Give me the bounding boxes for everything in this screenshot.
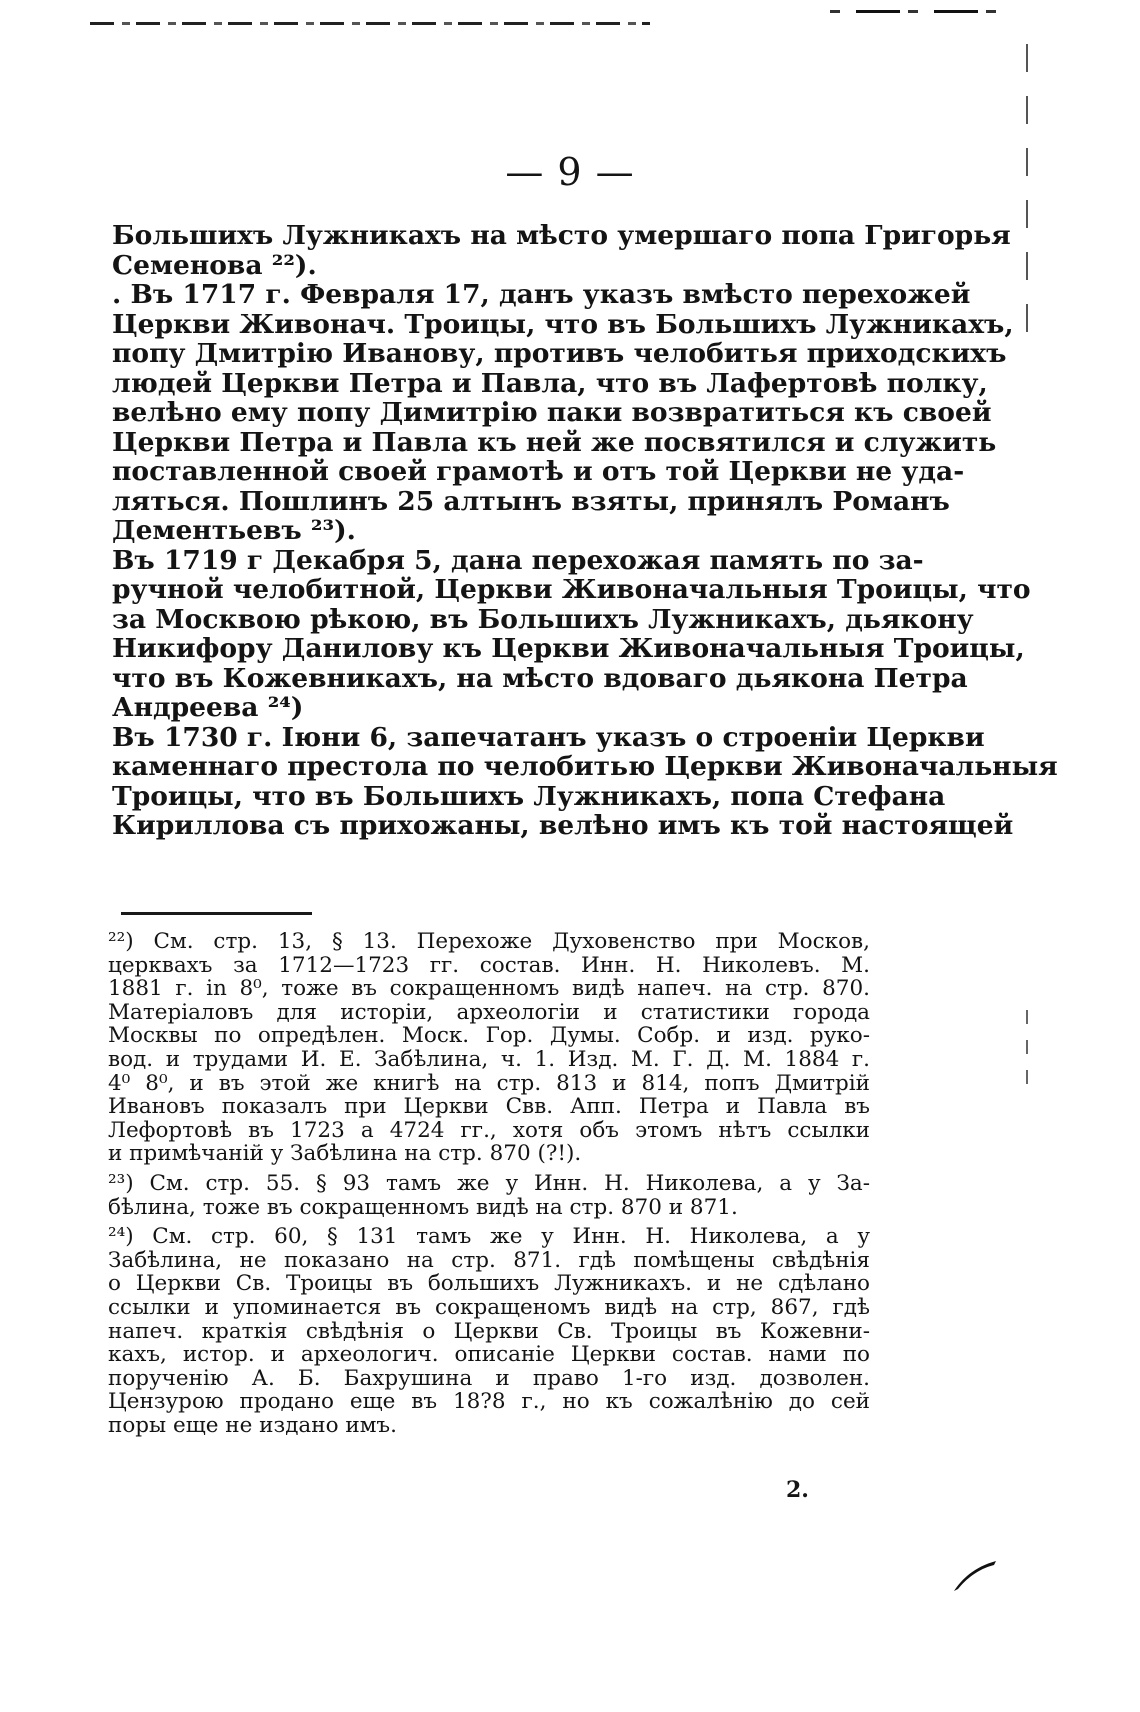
footnote-22-line: вод. и трудами И. Е. Забѣлина, ч. 1. Изд. М. Г. Д. М. 1884 г. — [108, 1046, 870, 1072]
text-line: Въ 1719 г Декабря 5, дана перехожая память по за- — [112, 544, 924, 576]
footnote-22-line: 1881 г. in 8⁰, тоже въ сокращенномъ видѣ напеч. на стр. 870. — [108, 976, 870, 1002]
scan-artifact-top-right — [830, 10, 1010, 13]
text-line: поставленной своей грамотѣ и отъ той Церкви не уда- — [112, 456, 965, 487]
footnote-23-line: ²³) См. стр. 55. § 93 тамъ же у Инн. Н. Николева, а у За- — [108, 1170, 870, 1196]
text-line: людей Церкви Петра и Павла, что въ Лафертовѣ полку, — [112, 367, 988, 399]
main-text — [112, 220, 1058, 841]
text-line: Большихъ Лужникахъ на мѣсто умершаго попа Григорья — [112, 220, 1011, 251]
text-line: Троицы, что въ Большихъ Лужникахъ, попа Стефана — [112, 780, 946, 812]
text-line: Церкви Петра и Павла къ ней же посвятился и служить — [112, 426, 997, 458]
signature-mark: 2. — [786, 1477, 809, 1503]
footnote-24-line: о Церкви Св. Троицы въ большихъ Лужникахъ. и не сдѣлано — [108, 1271, 870, 1297]
footnote-22-line: церквахъ за 1712—1723 гг. состав. Инн. Н. Николевъ. М. — [108, 952, 870, 978]
footnote-24-line: Цензурою продано еще въ 18?8 г., но къ сожалѣнію до сей — [108, 1389, 870, 1415]
footnote-22-line: Матеріаловъ для исторіи, археологіи и статистики города — [108, 999, 870, 1025]
footnote-22-line: и примѣчаній у Забѣлина на стр. 870 (?!). — [108, 1141, 582, 1167]
text-line: Семенова ²²). — [112, 249, 317, 281]
footnote-22-line: Москвы по опредѣлен. Моск. Гор. Думы. Собр. и изд. руко- — [108, 1023, 870, 1049]
footnote-22-line: 4⁰ 8⁰, и въ этой же книгѣ на стр. 813 и 814, попъ Дмитрій — [108, 1070, 870, 1096]
text-line: ручной челобитной, Церкви Живоначальныя Троицы, что — [112, 574, 1031, 605]
text-line: Кириллова съ прихожаны, велѣно имъ къ той настоящей — [112, 810, 1014, 841]
footnote-22-line: Ивановъ показалъ при Церкви Свв. Апп. Петра и Павла въ — [108, 1094, 870, 1120]
footnote-24-line: поры еще не издано имъ. — [108, 1412, 397, 1438]
text-line: каменнаго престола по челобитью Церкви Живоначальныя — [112, 751, 1058, 782]
text-line: ляться. Пошлинъ 25 алтынъ взяты, принялъ Романъ — [112, 485, 950, 517]
text-line: . Въ 1717 г. Февраля 17, данъ указъ вмѣсто перехожей — [112, 279, 971, 310]
text-line: Церкви Живонач. Троицы, что въ Большихъ Лужникахъ, — [112, 308, 1014, 340]
text-line: Андреева ²⁴) — [112, 692, 304, 723]
text-line: Дементьевъ ²³). — [112, 515, 356, 546]
footnote-24-line: напеч. краткія свѣдѣнія о Церкви Св. Троицы въ Кожевни- — [108, 1318, 870, 1344]
footnote-24-line: порученію А. Б. Бахрушина и право 1-го изд. дозволен. — [108, 1365, 870, 1391]
footnote-23-line: бѣлина, тоже въ сокращенномъ видѣ на стр. 870 и 871. — [108, 1194, 738, 1220]
footnote-divider — [121, 912, 312, 915]
text-line: Въ 1730 г. Іюни 6, запечатанъ указъ о строеніи Церкви — [112, 721, 985, 753]
text-line: Никифору Данилову къ Церкви Живоначальныя Троицы, — [112, 633, 1025, 664]
footnote-24-line: кахъ, истор. и археологич. описаніе Церкви состав. нами по — [108, 1342, 870, 1368]
footnote-24-line: ссылки и упоминается въ сокращеномъ видѣ на стр, 867, гдѣ — [108, 1294, 870, 1320]
page-number: — 9 — — [505, 150, 635, 194]
text-line: что въ Кожевникахъ, на мѣсто вдоваго дьякона Петра — [112, 662, 968, 694]
footnotes — [108, 930, 870, 1437]
text-line: велѣно ему попу Димитрію паки возвратиться къ своей — [112, 397, 992, 428]
ink-stroke-mark — [950, 1555, 1000, 1595]
scan-artifact-top — [90, 22, 650, 25]
scan-artifact-right-edge-lower — [1026, 1010, 1028, 1100]
footnote-22-line: Лефортовѣ въ 1723 а 4724 гг., хотя объ этомъ нѣтъ ссылки — [108, 1117, 870, 1143]
footnote-24-line: Забѣлина, не показано на стр. 871. гдѣ помѣщены свѣдѣнія — [108, 1247, 870, 1273]
footnote-22-line: ²²) См. стр. 13, § 13. Перехоже Духовенство при Москов, — [108, 929, 870, 954]
text-line: за Москвою рѣкою, въ Большихъ Лужникахъ, дьякону — [112, 603, 974, 635]
footnote-24-line: ²⁴) См. стр. 60, § 131 тамъ же у Инн. Н. Николева, а у — [108, 1224, 870, 1250]
text-line: попу Дмитрію Иванову, противъ челобитья приходскихъ — [112, 338, 1007, 369]
scan-artifact-right-edge — [1026, 44, 1028, 344]
